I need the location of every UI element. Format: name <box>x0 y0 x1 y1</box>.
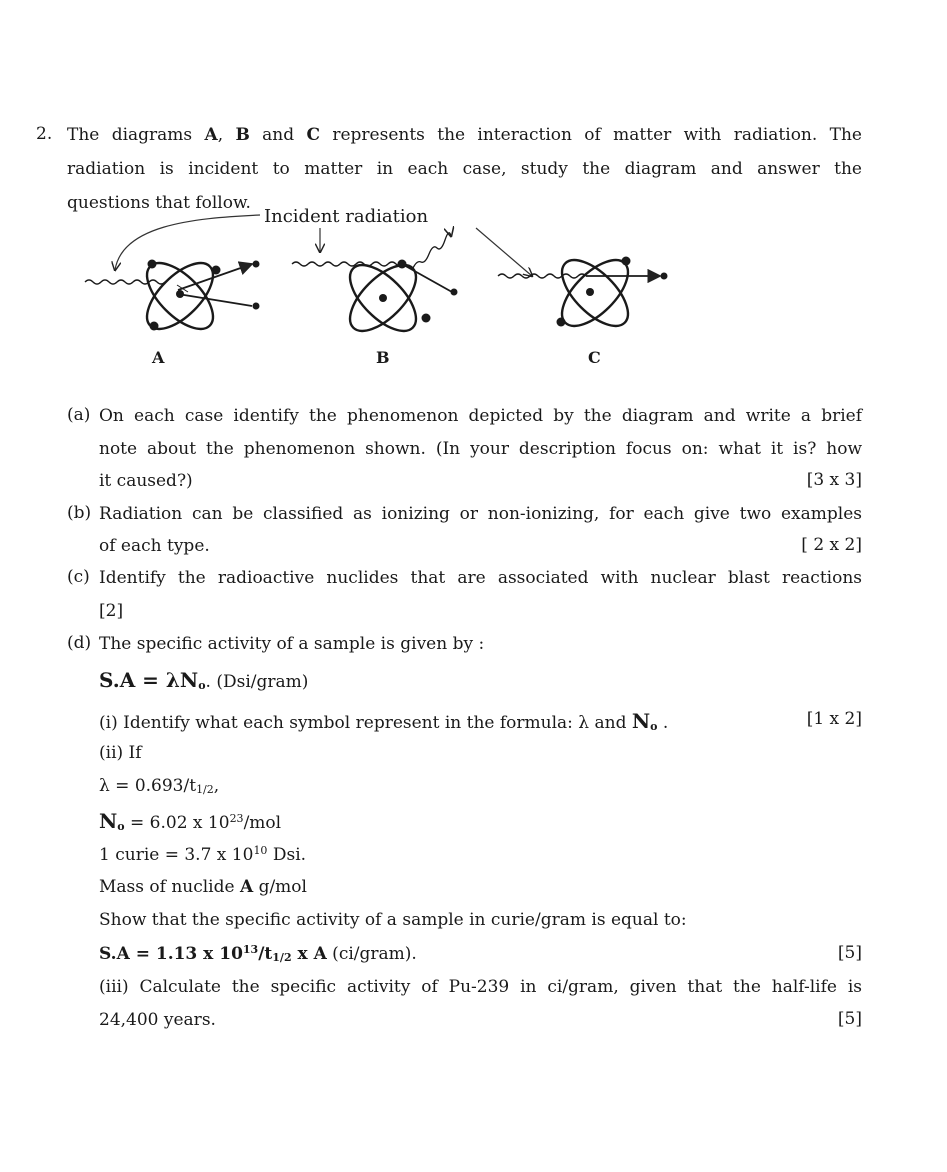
atom-c <box>498 249 660 337</box>
part-a-marks: [3 x 3] <box>806 470 862 490</box>
atom-b <box>292 233 452 342</box>
part-b-label: (b) <box>67 503 92 523</box>
part-a-line1: On each case identify the phenomenon depicted by the diagram and write a brief <box>99 406 862 426</box>
question-number: 2. <box>36 124 53 144</box>
mass-definition: Mass of nuclide A g/mol <box>99 877 307 897</box>
pointer-to-c <box>476 228 532 276</box>
part-d-iii-line1: (iii) Calculate the specific activity of Pu-239 in ci/gram, given that the half-life is <box>99 977 862 997</box>
show-that-text: Show that the specific activity of a sample in curie/gram is equal to: <box>99 910 687 930</box>
radiation-interaction-diagram <box>80 200 700 375</box>
lambda-definition: λ = 0.693/t1/2, <box>99 776 220 796</box>
part-b-line2: of each type. <box>99 536 210 556</box>
part-d-iii-marks: [5] <box>837 1009 862 1029</box>
pointer-to-a <box>115 215 260 270</box>
curie-definition: 1 curie = 3.7 x $10^{10}$ Dsi. <box>99 844 307 865</box>
part-b-line1: Radiation can be classified as ionizing or non-ionizing, for each give two examples <box>99 504 862 524</box>
part-d-intro: The specific activity of a sample is given by : <box>99 634 485 654</box>
atom-a <box>85 252 252 340</box>
part-a-line2: note about the phenomenon shown. (In your description focus on: what it is? how <box>99 439 862 459</box>
part-a-label: (a) <box>67 405 91 425</box>
result-marks: [5] <box>837 943 862 963</box>
label-b: B <box>376 348 390 367</box>
part-d-label: (d) <box>67 633 92 653</box>
label-c: C <box>588 348 601 367</box>
incident-radiation-label: Incident radiation <box>264 206 429 227</box>
question-intro-line3: questions that follow. <box>67 193 251 213</box>
part-c-marks: [2] <box>99 601 124 621</box>
part-c-line1: Identify the radioactive nuclides that are associated with nuclear blast reactions <box>99 568 862 588</box>
part-d-i-text: (i) Identify what each symbol represent in the formula: λ and No . <box>99 709 669 733</box>
avogadro-definition: No = 6.02 x $10^{23}$/mol <box>99 809 282 833</box>
specific-activity-formula: S.A = λNo. (Dsi/gram) <box>99 668 309 692</box>
part-d-ii-label: (ii) If <box>99 743 142 763</box>
part-d-i-marks: [1 x 2] <box>806 709 862 729</box>
question-intro-line2: radiation is incident to matter in each case, study the diagram and answer the <box>67 159 862 179</box>
part-b-marks: [ 2 x 2] <box>801 535 862 555</box>
question-intro-line1: The diagrams A, B and C represents the interaction of matter with radiation. The <box>67 125 862 145</box>
part-a-line3: it caused?) <box>99 471 193 491</box>
part-c-label: (c) <box>67 567 90 587</box>
result-formula: S.A = 1.13 x $10^{13}/t1/2$ x A (ci/gram). <box>99 943 417 964</box>
label-a: A <box>152 348 165 367</box>
part-d-iii-line2: 24,400 years. <box>99 1010 216 1030</box>
